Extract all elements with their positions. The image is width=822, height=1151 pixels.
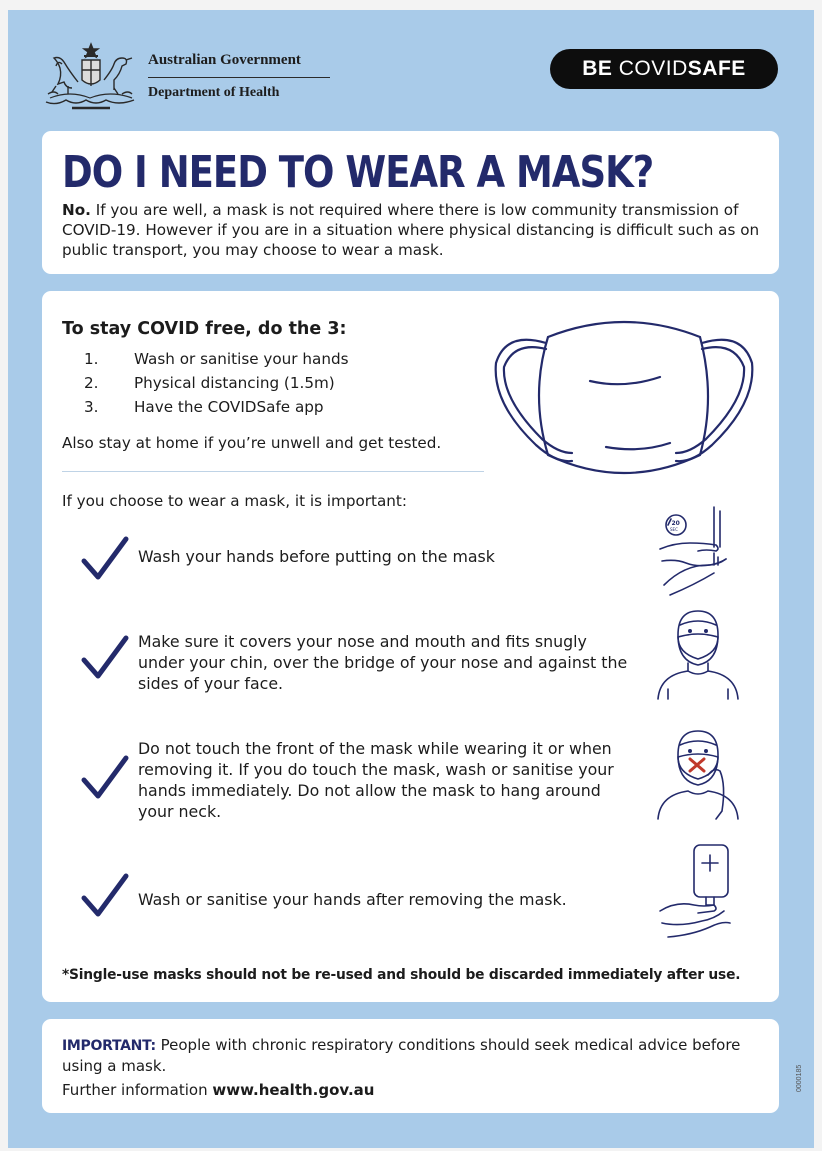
answer-lead: No. (62, 201, 91, 219)
timer-unit: SEC (670, 527, 678, 532)
department-name: Department of Health (148, 85, 280, 100)
important-body: People with chronic respiratory conditions should seek medical advice before using a mask. (62, 1036, 741, 1075)
health-website-link[interactable]: www.health.gov.au (212, 1081, 375, 1099)
header-divider (148, 77, 330, 78)
advice-item-text: Wash or sanitise your hands after removing the mask. (138, 890, 567, 909)
step-text: Have the COVIDSafe app (134, 398, 324, 416)
badge-safe: SAFE (687, 57, 746, 80)
important-card (42, 1019, 779, 1113)
footnote: *Single-use masks should not be re-used and should be discarded immediately after use. (62, 967, 741, 983)
further-information (62, 1081, 374, 1099)
answer-text (62, 200, 777, 260)
advice-item-text: Do not touch the front of the mask while wearing it or when removing it. If you do touch the mask, wash or sanitise your hands immediately. Do not allow the mask to hang around your neck. (138, 739, 614, 821)
document-code: 0000185 (796, 1064, 803, 1092)
section-divider (62, 471, 484, 472)
coat-of-arms-logo (42, 36, 140, 116)
steps-list (84, 347, 444, 419)
advice-item-text: Make sure it covers your nose and mouth and fits snugly under your chin, over the bridge of your nose and against the sides of your face. (138, 632, 628, 693)
checkmark-icon (80, 872, 130, 922)
step-number: 2. (84, 374, 99, 392)
advice-card (42, 291, 779, 1002)
important-text (62, 1035, 752, 1076)
poster (8, 10, 814, 1148)
list-item (84, 347, 444, 371)
person-wearing-mask-icon (654, 605, 740, 701)
advice-item-text: Wash your hands before putting on the mask (138, 547, 495, 566)
step-number: 3. (84, 398, 99, 416)
hand-sanitiser-icon (654, 843, 740, 939)
list-item (84, 371, 444, 395)
timer-label: 20 (671, 520, 680, 527)
stay-covid-free-heading: To stay COVID free, do the 3: (62, 319, 347, 339)
list-item (84, 395, 444, 419)
important-label: IMPORTANT: (62, 1038, 156, 1054)
page-title: DO I NEED TO WEAR A MASK? (62, 147, 654, 198)
answer-body: If you are well, a mask is not required where there is low community transmission of COVID-19. However if you are in a situation where physical distancing is difficult such as on public transport, you may choose to wear a mask. (62, 201, 760, 259)
do-not-touch-mask-icon (654, 725, 740, 821)
step-number: 1. (84, 350, 99, 368)
badge-covid: COVID (618, 57, 688, 80)
further-prefix: Further information (62, 1081, 208, 1099)
mask-intro-text: If you choose to wear a mask, it is important: (62, 492, 407, 510)
be-covidsafe-badge (550, 49, 778, 89)
step-text: Wash or sanitise your hands (134, 350, 349, 368)
face-mask-icon (486, 313, 762, 489)
checkmark-icon (80, 535, 130, 585)
handwashing-icon (654, 503, 740, 599)
government-name: Australian Government (148, 52, 301, 68)
stay-home-text: Also stay at home if you’re unwell and get tested. (62, 434, 442, 452)
question-card (42, 131, 779, 274)
checkmark-icon (80, 634, 130, 684)
checkmark-icon (80, 754, 130, 804)
badge-be: BE (582, 57, 613, 80)
step-text: Physical distancing (1.5m) (134, 374, 335, 392)
